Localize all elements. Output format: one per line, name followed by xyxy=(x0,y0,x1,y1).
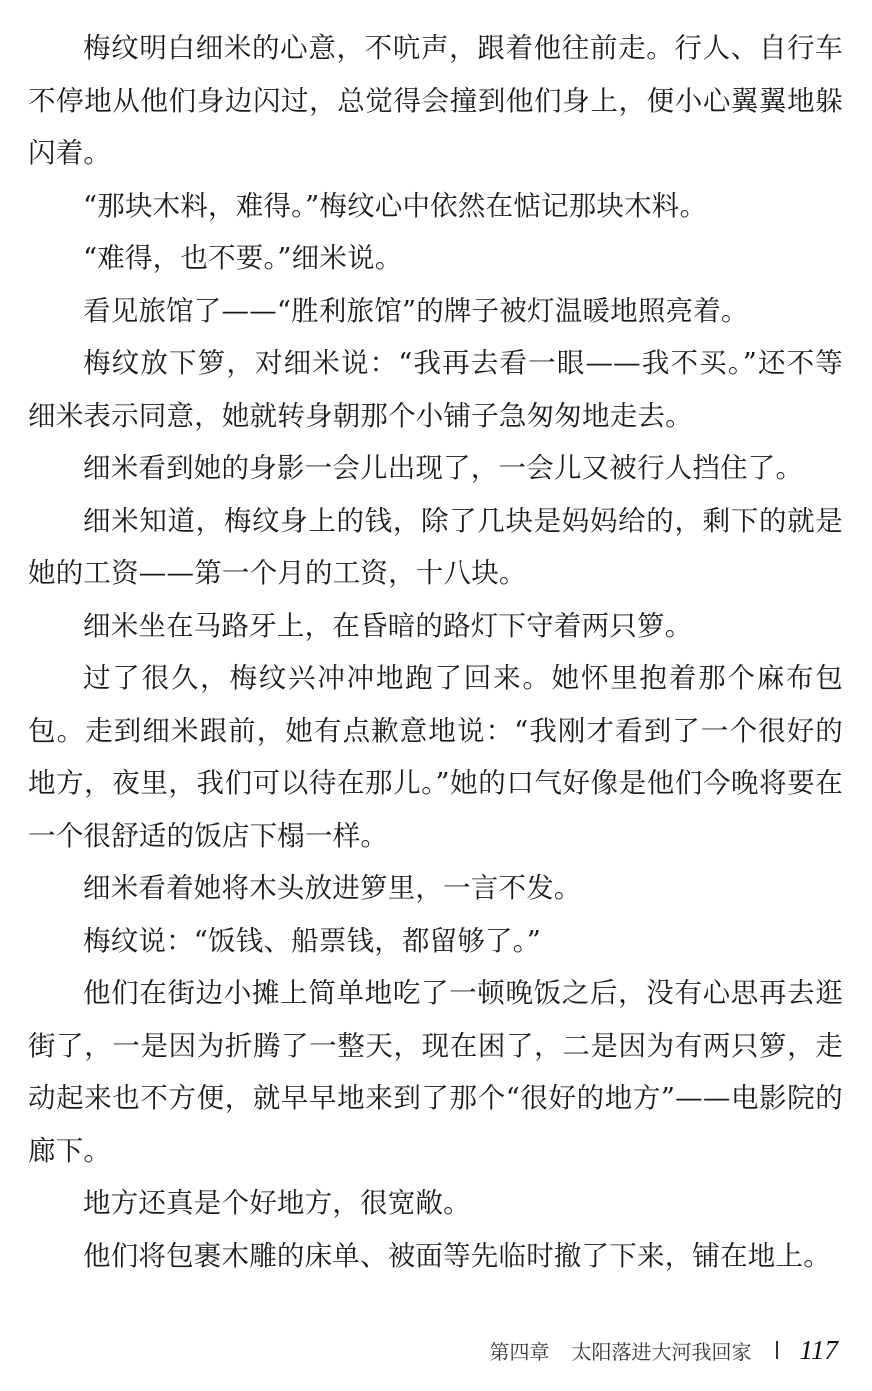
paragraph: 梅纹放下箩，对细米说：“我再去看一眼——我不买。”还不等细米表示同意，她就转身朝那个小铺子急匆匆地走去。 xyxy=(28,347,843,432)
paragraph: 看见旅馆了——“胜利旅馆”的牌子被灯温暖地照亮着。 xyxy=(83,294,749,327)
paragraph: 细米坐在马路牙上，在昏暗的路灯下守着两只箩。 xyxy=(83,609,693,642)
paragraph: 他们在街边小摊上简单地吃了一顿晚饭之后，没有心思再去逛街了，一是因为折腾了一整天，现在困了，二是因为有两只箩，走动起来也不方便，就早早地来到了那个“很好的地方”——电影院的廊下。 xyxy=(28,977,843,1167)
chapter-label: 第四章 xyxy=(489,1339,550,1364)
paragraph: 他们将包裹木雕的床单、被面等先临时撤了下来，铺在地上。 xyxy=(83,1239,831,1272)
paragraph: “难得，也不要。”细米说。 xyxy=(83,242,403,274)
page-footer xyxy=(490,1330,839,1370)
paragraph: 梅纹明白细米的心意，不吭声，跟着他往前走。行人、自行车不停地从他们身边闪过，总觉得会撞到他们身上，便小心翼翼地躲闪着。 xyxy=(28,32,843,169)
chapter-title: 太阳落进大河我回家 xyxy=(571,1339,752,1364)
paragraph: 细米看到她的身影一会儿出现了，一会儿又被行人挡住了。 xyxy=(83,452,804,484)
paragraph: 过了很久，梅纹兴冲冲地跑了回来。她怀里抱着那个麻布包包。走到细米跟前，她有点歉意地说：“我刚才看到了一个很好的地方，夜里，我们可以待在那儿。”她的口气好像是他们今晚将要在一个很舒适的饭店下榻一样。 xyxy=(28,662,843,852)
paragraph: “那块木料，难得。”梅纹心中依然在惦记那块木料。 xyxy=(83,189,708,222)
paragraph: 梅纹说：“饭钱、船票钱，都留够了。” xyxy=(83,924,541,957)
paragraph: 细米知道，梅纹身上的钱，除了几块是妈妈给的，剩下的就是她的工资——第一个月的工资，十八块。 xyxy=(28,504,843,589)
paragraph: 细米看着她将木头放进箩里，一言不发。 xyxy=(83,872,582,904)
page-body xyxy=(28,22,843,1282)
paragraph: 地方还真是个好地方，很宽敞。 xyxy=(83,1187,471,1219)
page-number: 117 xyxy=(799,1334,838,1365)
footer-divider xyxy=(776,1341,778,1359)
